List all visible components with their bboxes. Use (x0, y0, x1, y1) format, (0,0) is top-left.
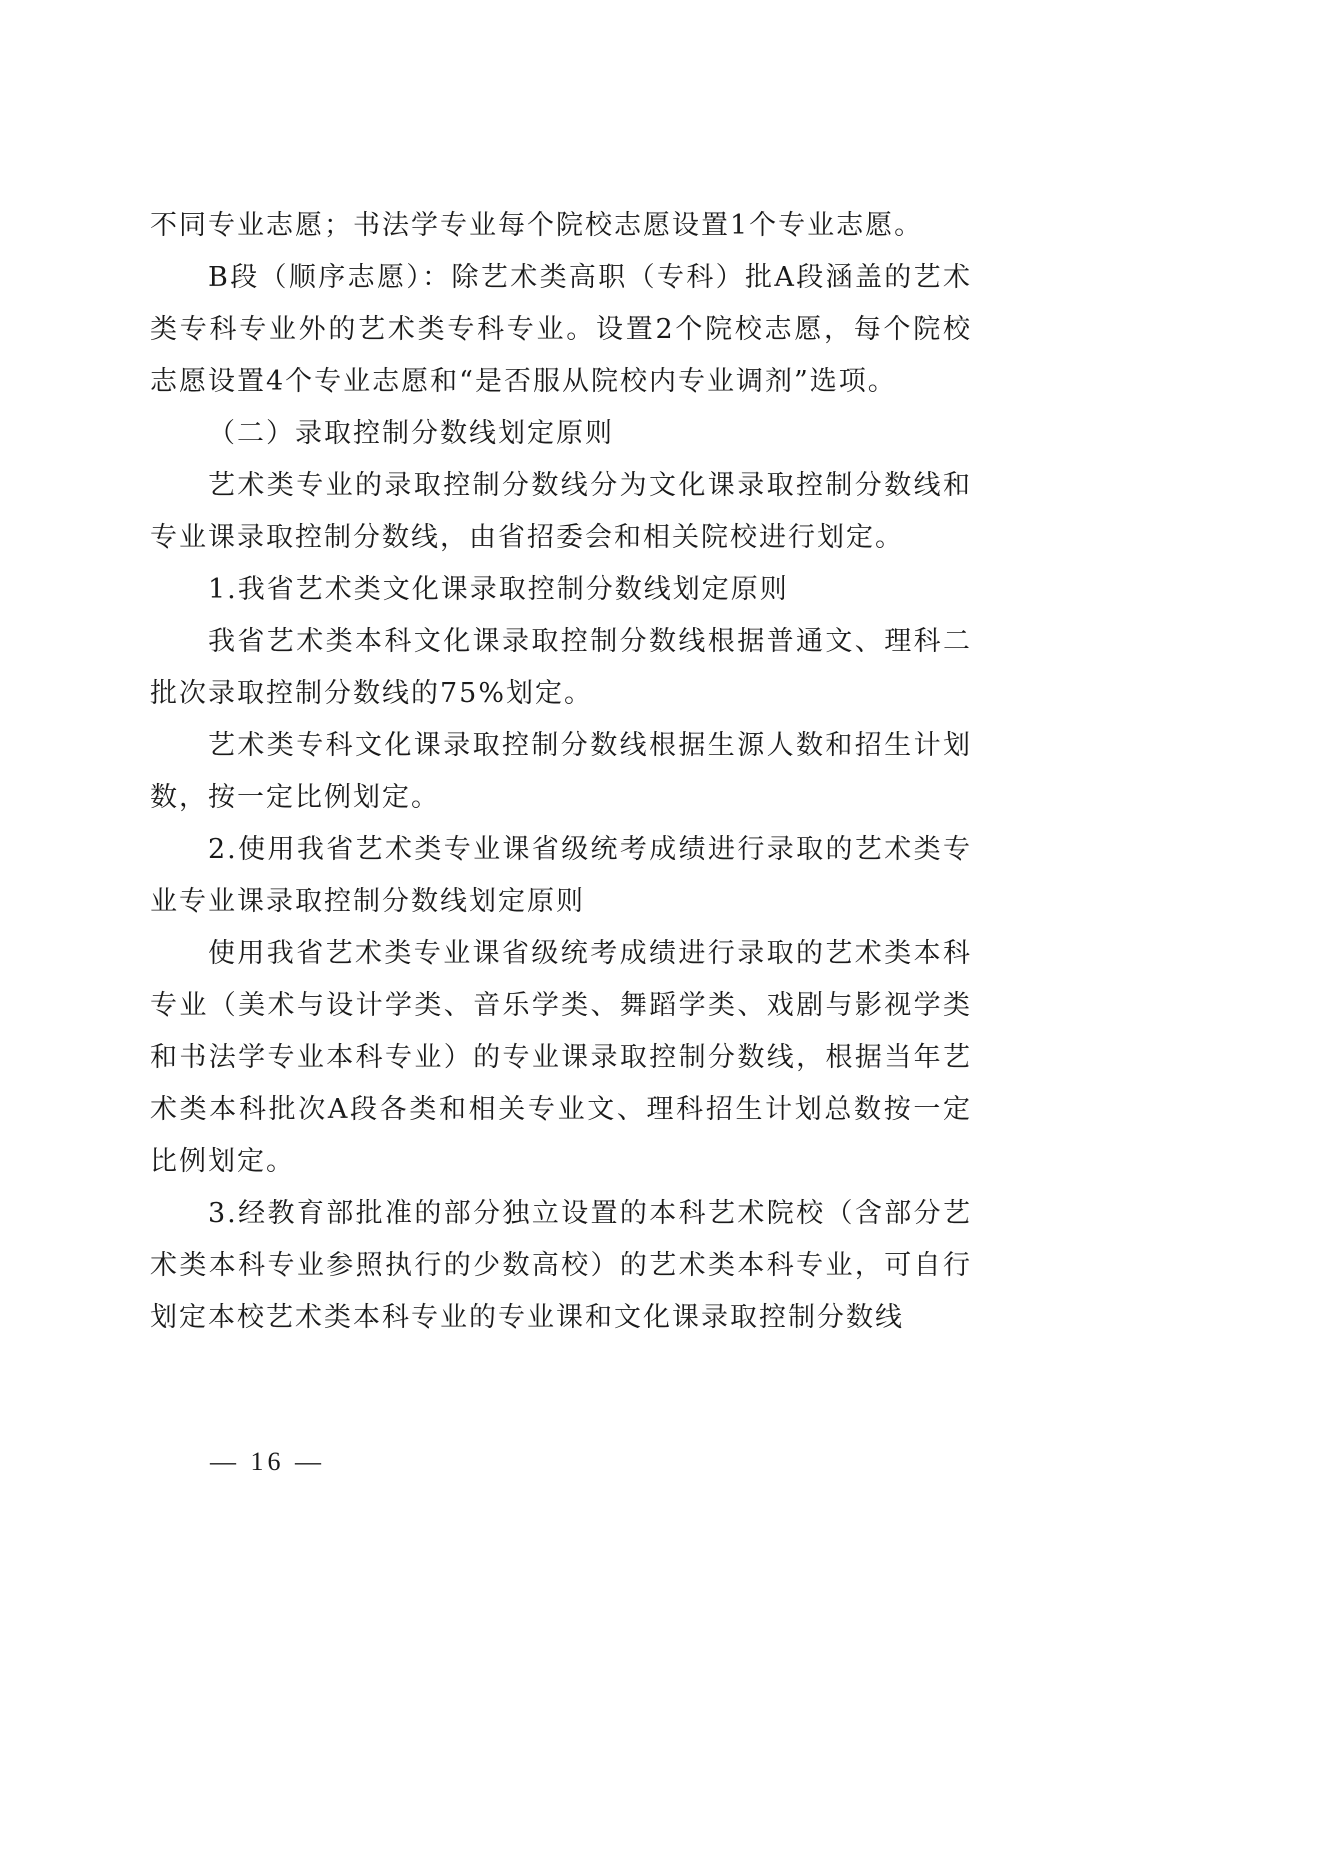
subheading-professional-score: 2.使用我省艺术类专业课省级统考成绩进行录取的艺术类专业专业课录取控制分数线划定原则 (150, 834, 972, 917)
paragraph-junior-culture: 艺术类专科文化课录取控制分数线根据生源人数和招生计划数，按一定比例划定。 (150, 730, 972, 813)
paragraph-undergrad-culture: 我省艺术类本科文化课录取控制分数线根据普通文、理科二批次录取控制分数线的75%划定。 (150, 626, 972, 709)
subheading-culture-score: 1.我省艺术类文化课录取控制分数线划定原则 (208, 574, 789, 605)
paragraph-control-score-intro: 艺术类专业的录取控制分数线分为文化课录取控制分数线和专业课录取控制分数线，由省招委会和相关院校进行划定。 (150, 470, 972, 553)
paragraph-b-segment: B段（顺序志愿）：除艺术类高职（专科）批A段涵盖的艺术类专科专业外的艺术类专科专业。设置2个院校志愿，每个院校志愿设置4个专业志愿和“是否服从院校内专业调剂”选项。 (150, 262, 972, 397)
document-body (150, 200, 972, 1344)
paragraph-independent-colleges: 3.经教育部批准的部分独立设置的本科艺术院校（含部分艺术类本科专业参照执行的少数高校）的艺术类本科专业，可自行划定本校艺术类本科专业的专业课和文化课录取控制分数线 (150, 1198, 972, 1333)
paragraph-professional-score: 使用我省艺术类专业课省级统考成绩进行录取的艺术类本科专业（美术与设计学类、音乐学类、舞蹈学类、戏剧与影视学类和书法学专业本科专业）的专业课录取控制分数线，根据当年艺术类本科批次A段各类和相关专业文、理科招生计划总数按一定比例划定。 (150, 938, 972, 1177)
paragraph-continuation: 不同专业志愿；书法学专业每个院校志愿设置1个专业志愿。 (150, 210, 924, 241)
page-number: — 16 — (210, 1447, 325, 1476)
section-heading-control-score: （二）录取控制分数线划定原则 (208, 418, 614, 449)
